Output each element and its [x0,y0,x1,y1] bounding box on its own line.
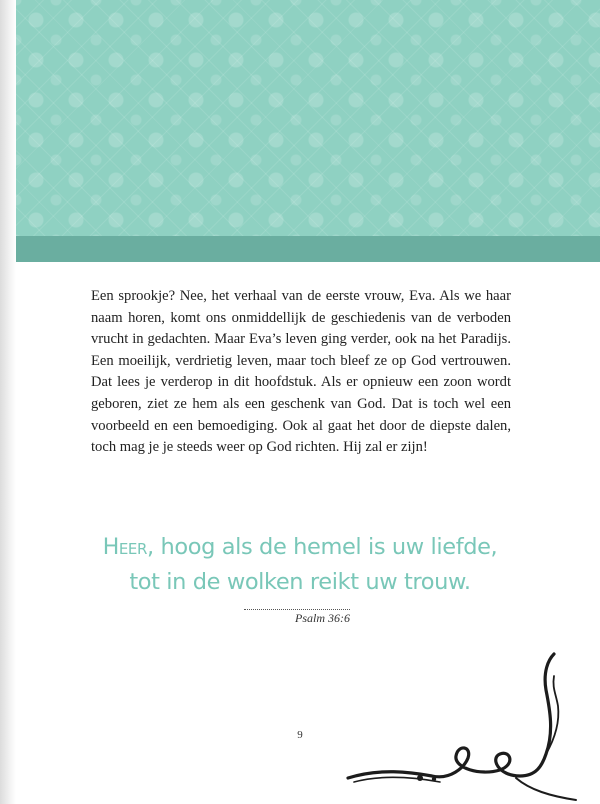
bible-quote [70,530,530,599]
body-line: haar naam horen, komt ons onmiddellijk de geschiedenis van de [91,288,511,326]
body-line: van God. Dat is toch wel een voorbeeld en een bemoediging. [91,395,511,434]
body-line: op God vertrouwen. Dat lees je verderop in dit hoofdstuk. Als er [91,352,511,391]
body-line: Ook al gaat het door de diepste dalen, toch mag je je steeds weer [91,417,511,456]
swirl-flourish-icon [340,650,600,804]
decorative-pattern-banner [16,0,600,236]
reference-divider [244,609,350,610]
body-line: opnieuw een zoon wordt geboren, ziet ze hem als een geschenk [91,374,512,412]
page-number: 9 [297,729,303,741]
body-line: Een sprookje? Nee, het verhaal van de eerste vrouw, Eva. Als we [91,288,486,304]
page-edge-shadow [0,0,16,804]
quote-line-1 [70,530,530,565]
quote-first-word: Heer [102,535,148,560]
quote-line-1-rest: , hoog als de hemel is uw liefde, [147,534,498,560]
banner-band [16,236,600,262]
quote-reference: Psalm 36:6 [295,611,350,625]
body-line: na het Paradijs. Een moeilijk, verdrietig leven, maar toch bleef ze [91,331,511,369]
quote-line-2: tot in de wolken reikt uw trouw. [129,569,471,595]
body-line: verboden vrucht in gedachten. Maar Eva’s leven ging verder, ook [91,309,511,348]
body-line: op God richten. Hij zal er zijn! [248,439,428,456]
body-paragraph [91,286,511,459]
